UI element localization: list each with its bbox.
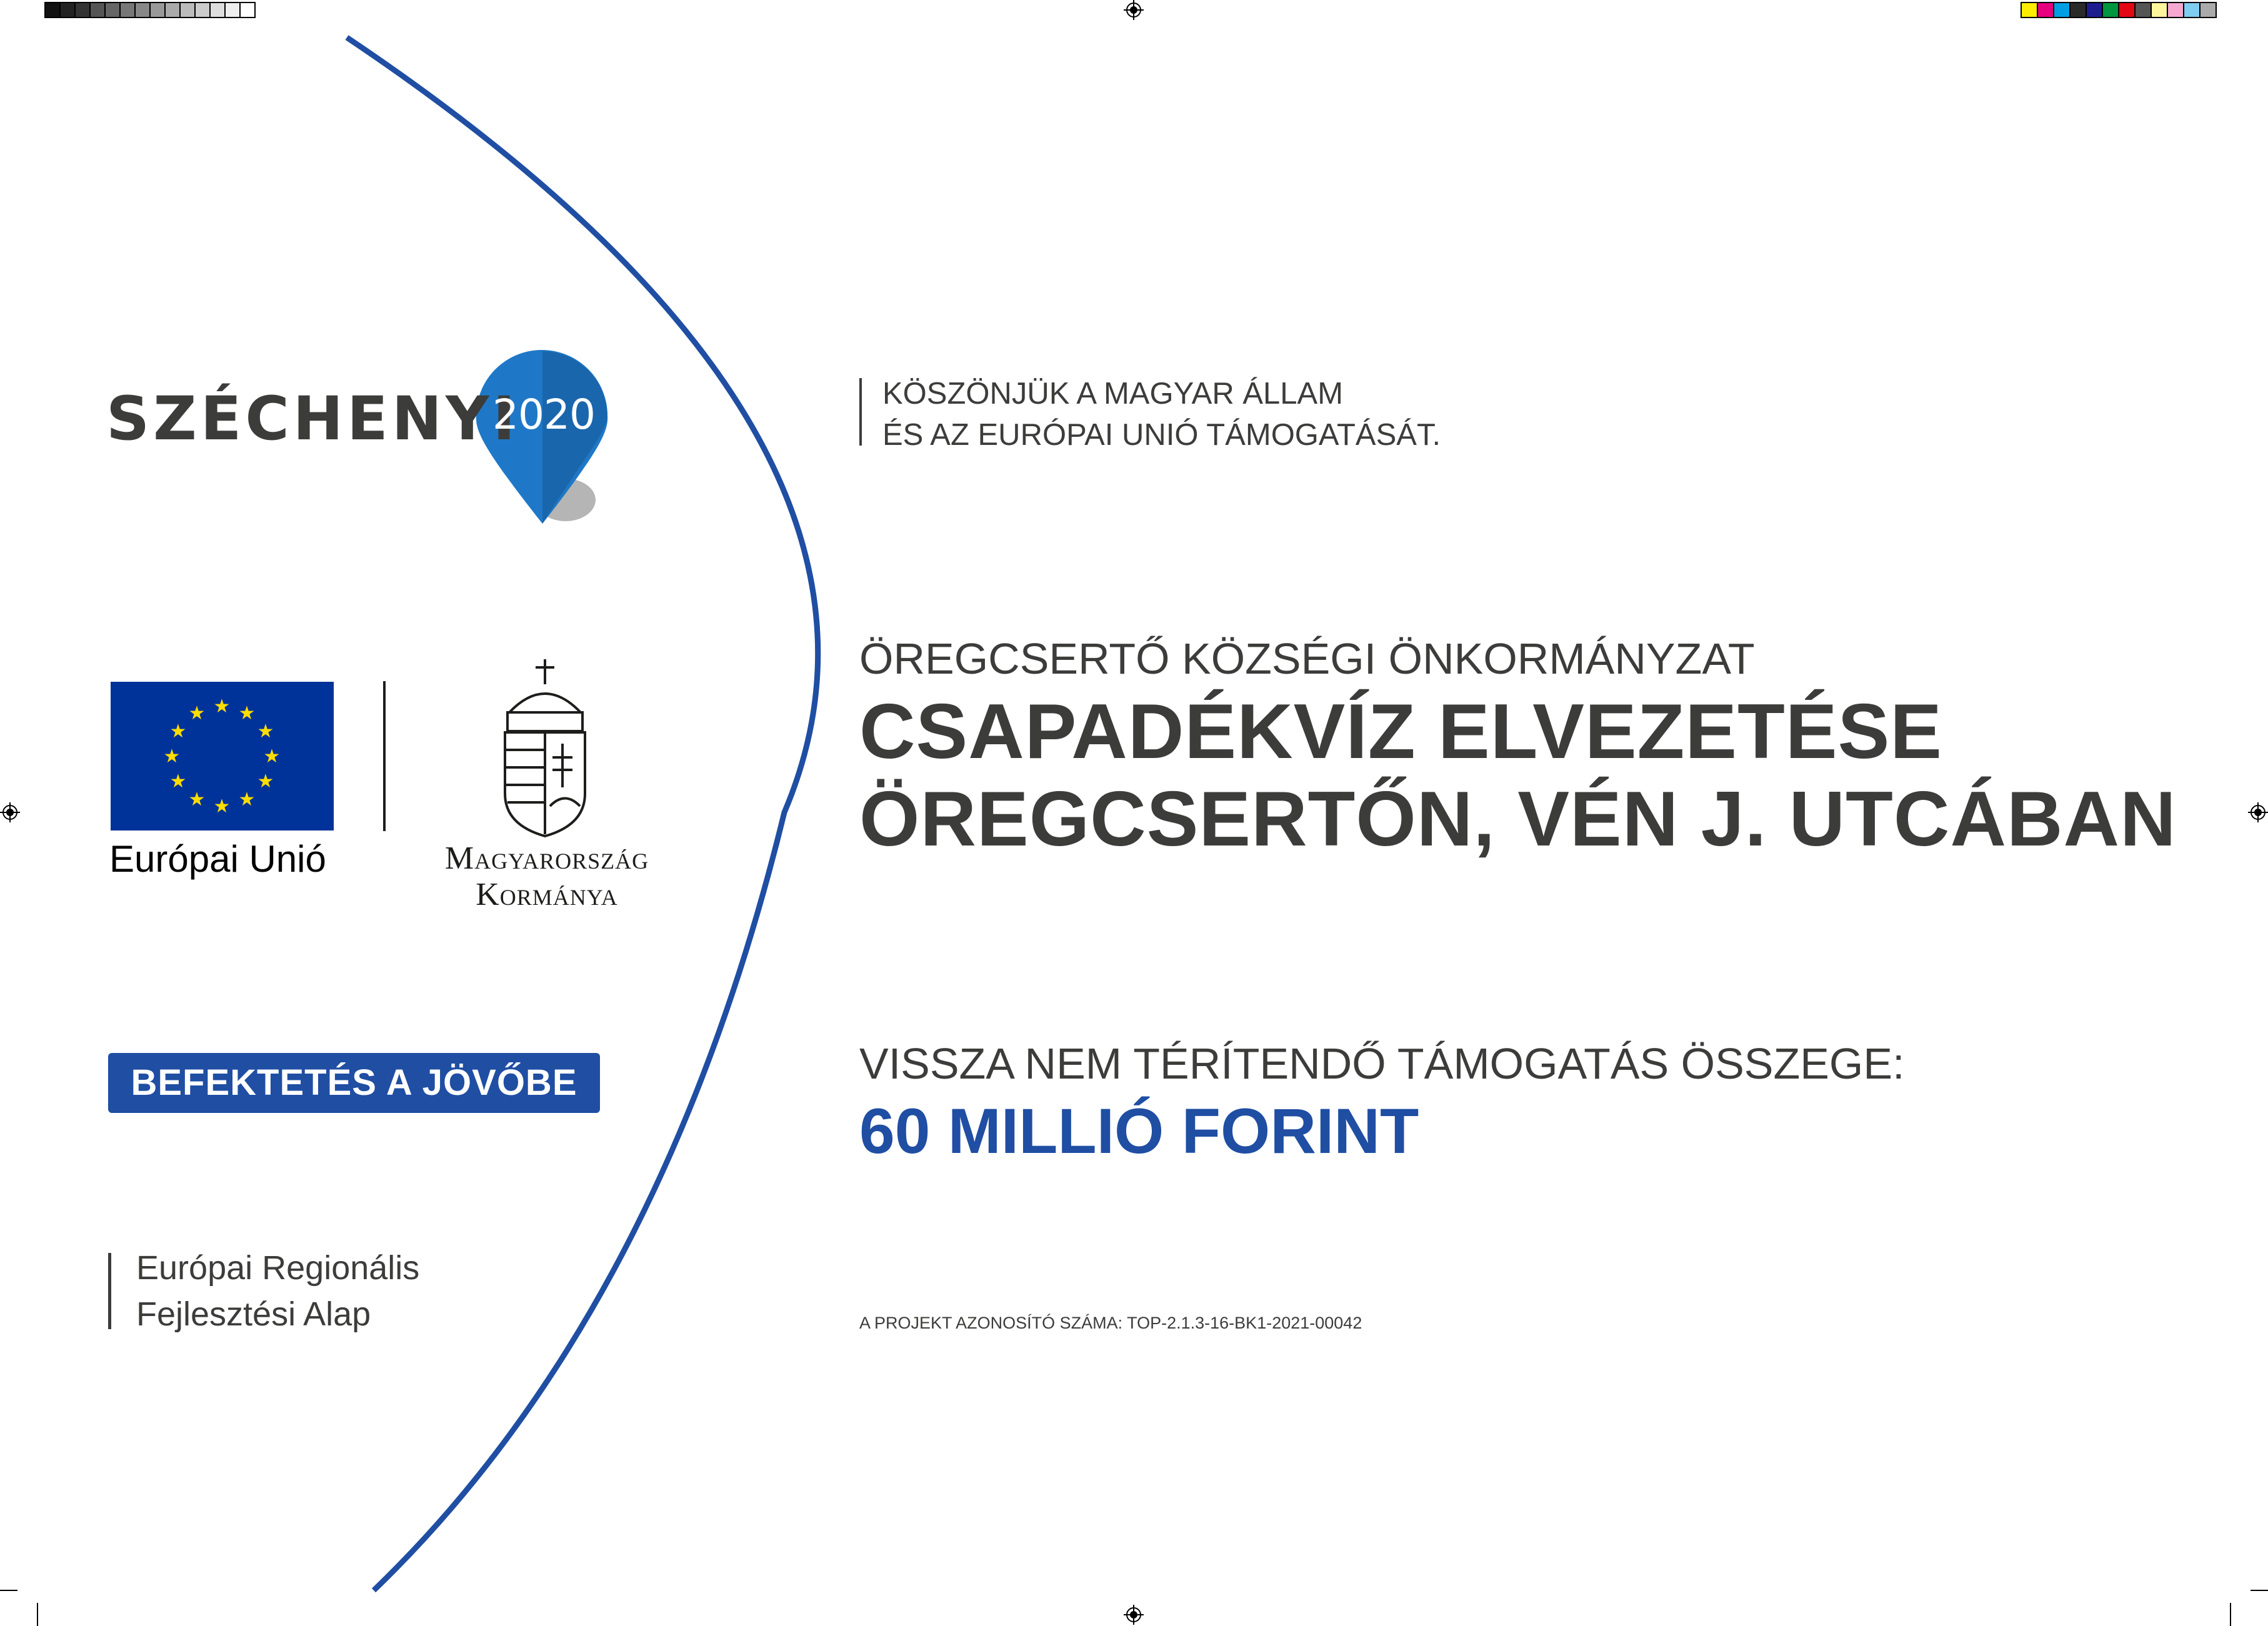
svg-text:★: ★ [188, 789, 206, 811]
svg-text:★: ★ [169, 771, 187, 792]
government-label-line1: Magyarország [444, 840, 649, 876]
project-title-line1: CSAPADÉKVÍZ ELVEZETÉSE [859, 689, 1942, 775]
szechenyi-year: 2020 [492, 391, 595, 439]
thanks-line1: KÖSZÖNJÜK A MAGYAR ÁLLAM [882, 377, 1344, 411]
svg-text:★: ★ [238, 702, 256, 724]
eu-flag-icon [111, 682, 334, 830]
beneficiary-name: ÖREGCSERTŐ KÖZSÉGI ÖNKORMÁNYZAT [859, 634, 1755, 683]
svg-text:★: ★ [169, 721, 187, 742]
eu-label: Európai Unió [109, 838, 326, 880]
svg-text:★: ★ [188, 702, 206, 724]
support-label: VISSZA NEM TÉRÍTENDŐ TÁMOGATÁS ÖSSZEGE: [859, 1039, 1905, 1088]
fund-divider [108, 1253, 111, 1329]
thanks-divider [859, 378, 862, 446]
svg-text:★: ★ [213, 796, 231, 817]
government-label-line2: Kormánya [476, 877, 618, 912]
svg-text:★: ★ [257, 721, 274, 742]
fund-name-line1: Európai Regionális [136, 1249, 420, 1287]
project-title-line2: ÖREGCSERTŐN, VÉN J. UTCÁBAN [859, 776, 2177, 862]
gray-scale-bar [45, 2, 255, 17]
blue-arc [347, 37, 818, 1590]
support-amount: 60 MILLIÓ FORINT [859, 1095, 1419, 1167]
slogan-badge: BEFEKTETÉS A JÖVŐBE [108, 1053, 600, 1113]
svg-text:★: ★ [257, 771, 274, 792]
color-bar [2021, 2, 2216, 17]
project-id: A PROJEKT AZONOSÍTÓ SZÁMA: TOP-2.1.3-16-BK1-2021-00042 [859, 1314, 1362, 1332]
svg-text:★: ★ [238, 789, 256, 811]
hungarian-coat-of-arms-icon [505, 659, 585, 836]
svg-text:★: ★ [263, 746, 281, 767]
fund-name-line2: Fejlesztési Alap [136, 1295, 371, 1333]
svg-text:★: ★ [163, 746, 181, 767]
szechenyi-wordmark: SZÉCHENYI [106, 384, 519, 454]
svg-text:★: ★ [213, 696, 231, 717]
thanks-line2: ÉS AZ EURÓPAI UNIÓ TÁMOGATÁSÁT. [882, 418, 1441, 452]
